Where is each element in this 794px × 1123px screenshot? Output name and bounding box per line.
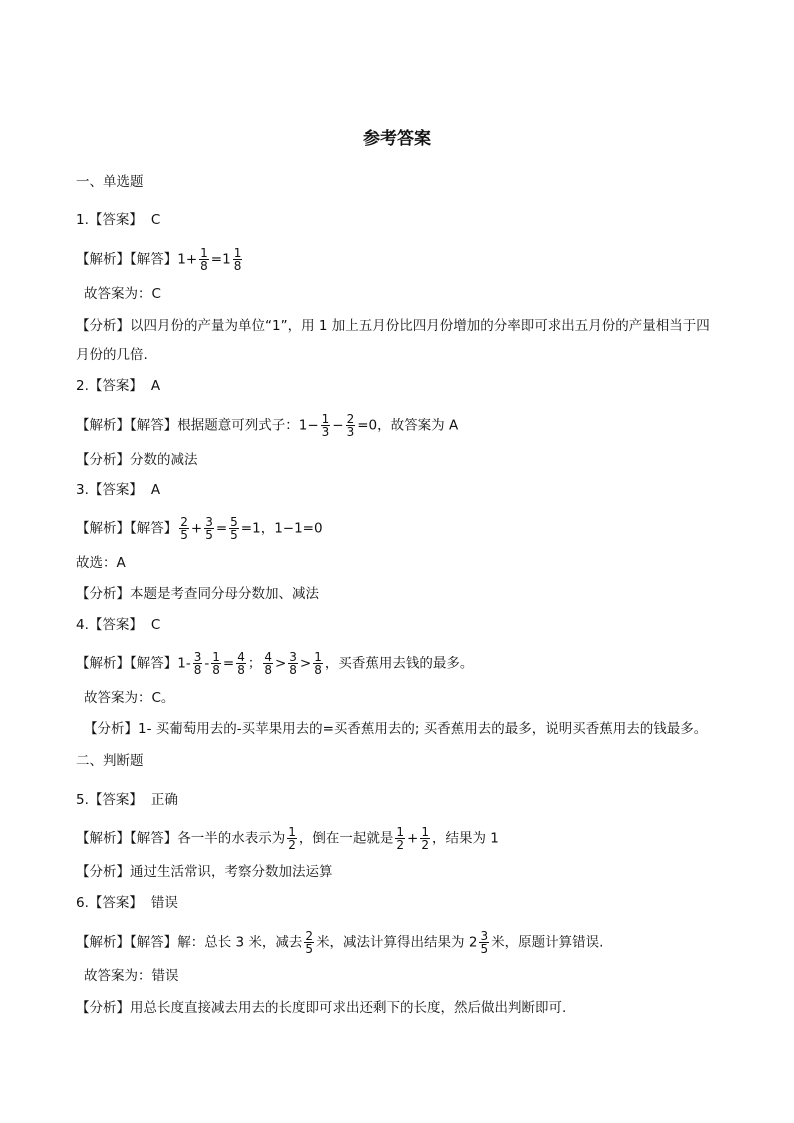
- fraction: $\frac{1}{2}$: [288, 825, 296, 852]
- q3-fenxi: 【分析】本题是考查同分母分数加、减法: [76, 586, 319, 602]
- fraction: $\frac{3}{8}$: [193, 650, 202, 677]
- operator: +: [407, 830, 419, 847]
- operator: −: [332, 417, 344, 434]
- q4-jiexi: [76, 651, 473, 676]
- q1-fenxi-line1: 【分析】以四月份的产量为单位“1”，用 1 加上五月份比四月份增加的分率即可求出五月份的产量相当于四: [76, 318, 710, 334]
- answer-value: A: [150, 378, 161, 394]
- q6-jiexi: [76, 930, 603, 955]
- q1-answer: [76, 210, 160, 230]
- expr-text: 米，减法计算得出结果为 2: [316, 934, 478, 951]
- answer-label: 4.【答案】: [76, 617, 143, 633]
- separator: ；: [247, 655, 262, 672]
- answer-label: 6.【答案】: [76, 895, 143, 911]
- q4-fenxi: 【分析】1- 买葡萄用去的-买苹果用去的=买香蕉用去的; 买香蕉用去的最多，说明买香蕉用去的钱最多。: [84, 721, 708, 737]
- fraction: $\frac{1}{8}$: [314, 650, 322, 677]
- q4-conclusion: 故答案为：C。: [84, 690, 175, 706]
- q3-conclusion: 故选：A: [76, 555, 126, 571]
- jiexi-prefix: 【解析】【解答】: [76, 520, 178, 537]
- fraction: $\frac{4}{8}$: [264, 650, 272, 677]
- q6-fenxi: 【分析】用总长度直接减去用去的长度即可求出还剩下的长度，然后做出判断即可.: [76, 1000, 567, 1016]
- answer-value: C: [150, 617, 161, 633]
- answer-label: 5.【答案】: [76, 792, 143, 808]
- q1-conclusion: 故答案为：C: [84, 286, 161, 302]
- answer-value: C: [150, 212, 161, 228]
- expr-text: =1: [210, 251, 231, 268]
- jiexi-prefix: 【解析】【解答】: [76, 251, 178, 268]
- jiexi-prefix: 【解析】【解答】1-: [76, 655, 191, 672]
- operator: >: [274, 655, 287, 672]
- fraction: $\frac{2}{5}$: [305, 929, 314, 956]
- fraction: $\frac{4}{8}$: [237, 650, 245, 677]
- fraction: $\frac{3}{5}$: [480, 929, 489, 956]
- expr-tail: =1，1−1=0: [240, 520, 323, 537]
- q5-fenxi: 【分析】通过生活常识，考察分数加法运算: [76, 864, 333, 880]
- section-heading-judgment: 二、判断题: [76, 753, 144, 769]
- jiexi-prefix: 【解析】【解答】各一半的水表示为: [76, 830, 286, 847]
- q6-answer: [76, 893, 178, 913]
- expr-tail: ，结果为 1: [431, 830, 499, 847]
- expr-text: ，倒在一起就是: [298, 830, 394, 847]
- fraction: $\frac{1}{8}$: [212, 650, 220, 677]
- q3-jiexi: [76, 516, 323, 541]
- fraction: $\frac{3}{8}$: [289, 650, 297, 677]
- operator: >: [299, 655, 312, 672]
- answer-label: 1.【答案】: [76, 212, 143, 228]
- jiexi-prefix: 【解析】【解答】根据题意可列式子：1−: [76, 417, 319, 434]
- answer-value: 正确: [150, 792, 178, 808]
- q2-jiexi: [76, 413, 458, 438]
- fraction: $\frac{3}{5}$: [205, 515, 213, 542]
- q1-jiexi: [76, 247, 244, 272]
- section-heading-single-choice: 一、单选题: [76, 174, 144, 190]
- answer-value: 错误: [150, 895, 178, 911]
- fraction: $\frac{1}{3}$: [321, 412, 330, 439]
- fraction: $\frac{1}{2}$: [421, 825, 429, 852]
- q6-conclusion: 故答案为：错误: [84, 968, 179, 984]
- q2-answer: [76, 376, 160, 396]
- answer-label: 2.【答案】: [76, 378, 143, 394]
- operator: =: [215, 520, 228, 537]
- fraction: $\frac{1}{2}$: [396, 825, 405, 852]
- q3-answer: [76, 480, 160, 500]
- operator: +: [190, 520, 203, 537]
- expr-tail: 米，原题计算错误.: [491, 934, 604, 951]
- q4-answer: [76, 615, 160, 635]
- fraction: $\frac{1}{8}$: [200, 246, 208, 273]
- expr-text: 1+: [177, 251, 198, 268]
- answer-value: A: [150, 482, 161, 498]
- fraction: $\frac{1}{8}$: [233, 246, 242, 273]
- fraction: $\frac{5}{5}$: [230, 515, 238, 542]
- operator: =: [222, 655, 235, 672]
- q2-fenxi: 【分析】分数的减法: [76, 452, 198, 468]
- expr-tail: ，买香蕉用去钱的最多。: [324, 655, 474, 672]
- jiexi-prefix: 【解析】【解答】解：总长 3 米，减去: [76, 934, 303, 951]
- fraction: $\frac{2}{3}$: [346, 412, 355, 439]
- q5-answer: [76, 790, 178, 810]
- answer-label: 3.【答案】: [76, 482, 143, 498]
- page-title: 参考答案: [363, 129, 431, 149]
- fraction: $\frac{2}{5}$: [180, 515, 188, 542]
- q5-jiexi: [76, 826, 499, 851]
- q1-fenxi-line2: 月份的几倍.: [76, 347, 148, 363]
- operator: -: [204, 655, 210, 672]
- expr-tail: =0，故答案为 A: [357, 417, 459, 434]
